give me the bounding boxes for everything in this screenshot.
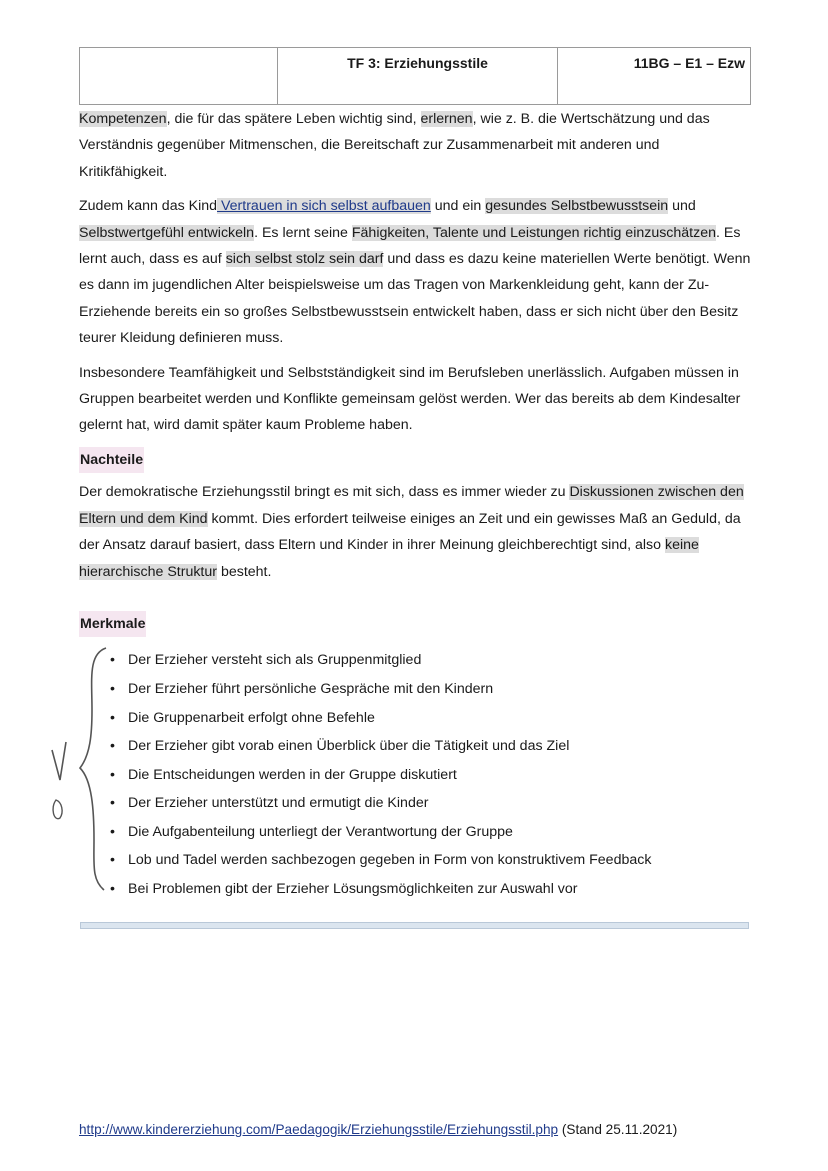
bullet-icon: • (110, 709, 115, 726)
bullet-icon: • (110, 823, 115, 840)
bullet-icon: • (110, 881, 115, 898)
scribble-v (52, 742, 66, 780)
link-highlight[interactable]: Vertrauen in sich selbst aufbauen (217, 198, 431, 215)
list-item: • Lob und Tadel werden sachbezogen gegeben in Form von konstruktivem Feedback (79, 846, 751, 875)
source-link[interactable]: http://www.kindererziehung.com/Paedagogik/Erziehungsstile/Erziehungsstil.php (79, 1122, 559, 1137)
highlight: keine hierarchische Struktur (79, 537, 699, 580)
highlight: erlernen (420, 111, 473, 127)
text: . Es lernt seine (254, 224, 352, 241)
header-left-cell (80, 48, 278, 104)
merkmale-heading: Merkmale (79, 611, 146, 637)
list-item: • Der Erzieher unterstützt und ermutigt die Kinder (79, 789, 751, 818)
text: und ein (430, 198, 486, 215)
header-course-code: 11BG – E1 – Ezw (633, 55, 745, 71)
bullet-icon: • (110, 738, 115, 755)
source-footer (79, 1122, 677, 1137)
text: Zudem kann das Kind (79, 198, 218, 215)
list-item: • Der Erzieher gibt vorab einen Überblick über die Tätigkeit und das Ziel (79, 732, 751, 761)
text: besteht. (217, 563, 272, 580)
paragraph-teamwork: Insbesondere Teamfähigkeit und Selbstständigkeit sind im Berufsleben unerlässlich. Aufgaben müssen in Gruppen bearbeitet werden und Konflikte gemeinsam gelöst werden. Wer das bereits ab dem Kindesalter gelernt hat, wird damit später kaum Probleme haben. (79, 364, 741, 434)
header-title: TF 3: Erziehungsstile (278, 48, 557, 104)
text: , wie z. B. die Wertschätzung und das Verständnis gegenüber Mitmenschen, die Bereitschaft zur Zusammenarbeit mit anderen und Kritikfähigkeit. (79, 111, 710, 180)
text: und dass es dazu keine materiellen Werte benötigt. Wenn es dann im jugendlichen Alter beispielsweise um das Tragen von Markenkleidung geht, kann der Zu-Erziehende bereits ein so großes Selbstbewusstsein entwickelt haben, dass er sich nicht über den Besitz teurer Kleidung definieren muss. (79, 251, 751, 347)
highlight: sich selbst stolz sein darf (225, 251, 384, 268)
text: kommt. Dies erfordert teilweise einiges an Zeit und ein gewisses Maß an Geduld, da der Ansatz darauf basiert, dass Eltern und Kinder in ihrer Meinung gleichberechtigt sind, also (79, 510, 741, 554)
highlight: Diskussionen zwischen den Eltern und dem Kind (79, 484, 744, 527)
bullet-icon: • (110, 766, 115, 783)
text: . Es lernt auch, dass es auf (79, 224, 741, 268)
list-item: • Die Gruppenarbeit erfolgt ohne Befehle (79, 704, 751, 733)
highlight: Kompetenzen (79, 111, 167, 127)
source-date: (Stand 25.11.2021) (558, 1122, 678, 1137)
list-item: • Die Aufgabenteilung unterliegt der Verantwortung der Gruppe (79, 818, 751, 847)
paragraph-self-confidence (79, 193, 751, 351)
highlight: gesundes Selbstbewusstsein (485, 198, 669, 215)
document-body (79, 106, 751, 904)
merkmale-list (79, 646, 751, 903)
header-table (79, 47, 751, 105)
scribble-loop (53, 800, 62, 819)
list-item: • Bei Problemen gibt der Erzieher Lösungsmöglichkeiten zur Auswahl vor (79, 875, 751, 904)
list-item: • Der Erzieher versteht sich als Gruppenmitglied (79, 646, 751, 675)
highlight: Fähigkeiten, Talente und Leistungen richtig einzuschätzen (351, 224, 717, 241)
nachteile-heading: Nachteile (79, 447, 144, 473)
highlight: Selbstwertgefühl entwickeln (79, 224, 255, 241)
bullet-icon: • (110, 680, 115, 697)
bullet-icon: • (110, 852, 115, 869)
text: , die für das spätere Leben wichtig sind, (166, 111, 421, 127)
bullet-icon: • (110, 652, 115, 669)
bracket-stroke (80, 648, 106, 890)
paragraph-nachteile (79, 479, 751, 585)
section-divider (80, 922, 749, 929)
handwritten-bracket-annotation (40, 640, 120, 900)
paragraph-competences (79, 106, 751, 185)
list-item: • Die Entscheidungen werden in der Gruppe diskutiert (79, 761, 751, 790)
text: Der demokratische Erziehungsstil bringt es mit sich, dass es immer wieder zu (79, 484, 570, 501)
list-item: • Der Erzieher führt persönliche Gespräche mit den Kindern (79, 675, 751, 704)
bullet-icon: • (110, 795, 115, 812)
text: und (668, 198, 696, 215)
